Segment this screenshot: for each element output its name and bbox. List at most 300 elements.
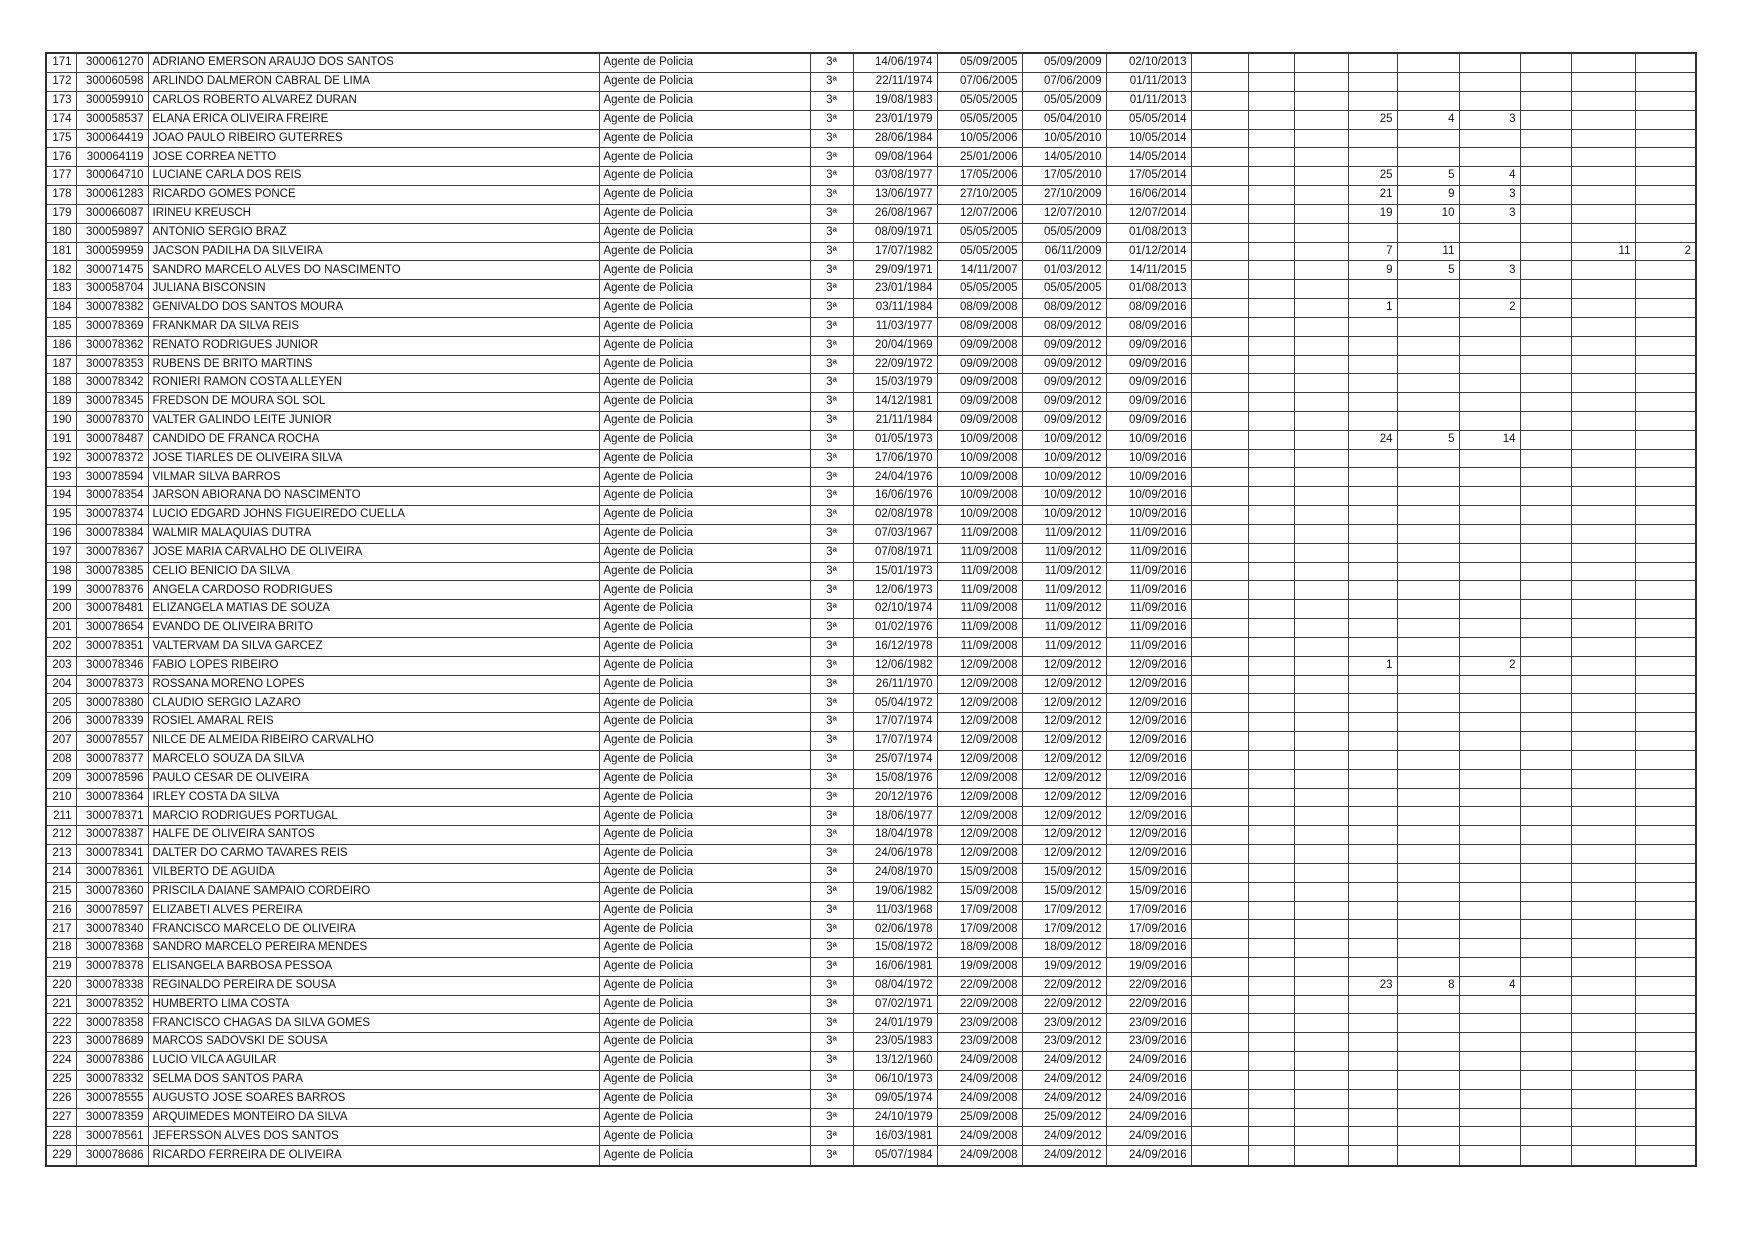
cell-position: Agente de Policia	[599, 299, 810, 318]
cell-extra-6	[1459, 901, 1520, 920]
cell-extra-9	[1635, 788, 1696, 807]
cell-date-2: 11/09/2008	[937, 562, 1022, 581]
cell-position: Agente de Policia	[599, 148, 810, 167]
cell-position: Agente de Policia	[599, 732, 810, 751]
cell-date-2: 05/05/2005	[937, 91, 1022, 110]
cell-extra-7	[1520, 1108, 1571, 1127]
cell-date-3: 05/05/2009	[1022, 91, 1106, 110]
cell-position: Agente de Policia	[599, 920, 810, 939]
cell-extra-4	[1348, 637, 1397, 656]
cell-id: 300078368	[76, 939, 148, 958]
cell-extra-7	[1520, 920, 1571, 939]
cell-extra-9	[1635, 411, 1696, 430]
cell-extra-8	[1571, 430, 1635, 449]
cell-name: VILBERTO DE AGUIDA	[148, 863, 599, 882]
cell-position: Agente de Policia	[599, 788, 810, 807]
cell-date-2: 08/09/2008	[937, 317, 1022, 336]
cell-date-4: 10/09/2016	[1106, 506, 1191, 525]
cell-date-4: 11/09/2016	[1106, 581, 1191, 600]
cell-extra-2	[1248, 53, 1294, 73]
cell-date-1: 17/07/1974	[853, 732, 937, 751]
cell-class: 3ª	[810, 468, 853, 487]
cell-date-3: 09/09/2012	[1022, 393, 1106, 412]
cell-extra-8	[1571, 299, 1635, 318]
cell-row-number: 217	[46, 920, 76, 939]
cell-name: ANTONIO SERGIO BRAZ	[148, 223, 599, 242]
cell-date-1: 25/07/1974	[853, 750, 937, 769]
cell-extra-4	[1348, 939, 1397, 958]
cell-extra-2	[1248, 750, 1294, 769]
cell-extra-1	[1191, 299, 1248, 318]
cell-extra-6	[1459, 619, 1520, 638]
cell-class: 3ª	[810, 411, 853, 430]
cell-extra-3	[1294, 562, 1348, 581]
cell-extra-5	[1397, 317, 1459, 336]
cell-row-number: 213	[46, 845, 76, 864]
cell-class: 3ª	[810, 1070, 853, 1089]
cell-class: 3ª	[810, 882, 853, 901]
cell-extra-4	[1348, 468, 1397, 487]
cell-extra-5	[1397, 1014, 1459, 1033]
cell-extra-4	[1348, 543, 1397, 562]
cell-position: Agente de Policia	[599, 882, 810, 901]
cell-extra-9	[1635, 562, 1696, 581]
cell-extra-3	[1294, 73, 1348, 92]
cell-extra-9	[1635, 713, 1696, 732]
cell-id: 300078385	[76, 562, 148, 581]
cell-date-4: 10/09/2016	[1106, 449, 1191, 468]
cell-extra-5	[1397, 939, 1459, 958]
cell-extra-8	[1571, 769, 1635, 788]
cell-class: 3ª	[810, 393, 853, 412]
cell-extra-5	[1397, 487, 1459, 506]
cell-extra-4	[1348, 53, 1397, 73]
cell-class: 3ª	[810, 1108, 853, 1127]
cell-extra-3	[1294, 506, 1348, 525]
cell-name: VILMAR SILVA BARROS	[148, 468, 599, 487]
cell-id: 300059959	[76, 242, 148, 261]
cell-date-4: 12/09/2016	[1106, 694, 1191, 713]
cell-class: 3ª	[810, 1127, 853, 1146]
cell-extra-8	[1571, 506, 1635, 525]
cell-extra-8	[1571, 336, 1635, 355]
cell-id: 300078382	[76, 299, 148, 318]
cell-position: Agente de Policia	[599, 73, 810, 92]
cell-extra-8	[1571, 204, 1635, 223]
cell-row-number: 204	[46, 675, 76, 694]
cell-date-1: 13/12/1960	[853, 1052, 937, 1071]
cell-class: 3ª	[810, 299, 853, 318]
cell-extra-9	[1635, 204, 1696, 223]
cell-date-1: 14/06/1974	[853, 53, 937, 73]
cell-row-number: 209	[46, 769, 76, 788]
cell-extra-5	[1397, 600, 1459, 619]
cell-extra-7	[1520, 53, 1571, 73]
cell-date-3: 23/09/2012	[1022, 1014, 1106, 1033]
cell-extra-1	[1191, 430, 1248, 449]
cell-extra-9	[1635, 110, 1696, 129]
cell-date-2: 25/01/2006	[937, 148, 1022, 167]
cell-class: 3ª	[810, 374, 853, 393]
cell-extra-1	[1191, 524, 1248, 543]
cell-date-1: 01/02/1976	[853, 619, 937, 638]
cell-name: ADRIANO EMERSON ARAUJO DOS SANTOS	[148, 53, 599, 73]
cell-extra-2	[1248, 995, 1294, 1014]
cell-extra-5: 4	[1397, 110, 1459, 129]
cell-date-1: 09/05/1974	[853, 1089, 937, 1108]
cell-extra-3	[1294, 449, 1348, 468]
cell-position: Agente de Policia	[599, 204, 810, 223]
cell-date-2: 27/10/2005	[937, 186, 1022, 205]
cell-id: 300078353	[76, 355, 148, 374]
cell-extra-6	[1459, 675, 1520, 694]
cell-date-4: 24/09/2016	[1106, 1108, 1191, 1127]
cell-date-2: 24/09/2008	[937, 1070, 1022, 1089]
cell-date-2: 22/09/2008	[937, 995, 1022, 1014]
cell-date-1: 29/09/1971	[853, 261, 937, 280]
cell-extra-9	[1635, 600, 1696, 619]
cell-row-number: 220	[46, 976, 76, 995]
cell-extra-3	[1294, 1014, 1348, 1033]
cell-extra-8	[1571, 788, 1635, 807]
cell-extra-1	[1191, 920, 1248, 939]
cell-extra-4	[1348, 1033, 1397, 1052]
cell-date-3: 09/09/2012	[1022, 355, 1106, 374]
table-row	[46, 261, 1696, 280]
cell-date-2: 11/09/2008	[937, 524, 1022, 543]
cell-extra-8	[1571, 91, 1635, 110]
cell-extra-8: 11	[1571, 242, 1635, 261]
cell-row-number: 224	[46, 1052, 76, 1071]
cell-extra-4	[1348, 1127, 1397, 1146]
cell-class: 3ª	[810, 543, 853, 562]
cell-class: 3ª	[810, 242, 853, 261]
cell-row-number: 175	[46, 129, 76, 148]
table-row	[46, 619, 1696, 638]
table-row	[46, 1146, 1696, 1166]
cell-extra-1	[1191, 242, 1248, 261]
table-row	[46, 637, 1696, 656]
cell-position: Agente de Policia	[599, 750, 810, 769]
cell-extra-3	[1294, 317, 1348, 336]
cell-extra-7	[1520, 694, 1571, 713]
table-row	[46, 958, 1696, 977]
cell-extra-1	[1191, 958, 1248, 977]
cell-date-3: 12/09/2012	[1022, 826, 1106, 845]
cell-extra-1	[1191, 1089, 1248, 1108]
cell-extra-2	[1248, 562, 1294, 581]
cell-name: WALMIR MALAQUIAS DUTRA	[148, 524, 599, 543]
cell-extra-8	[1571, 543, 1635, 562]
table-row	[46, 110, 1696, 129]
cell-extra-5	[1397, 129, 1459, 148]
cell-extra-3	[1294, 863, 1348, 882]
table-row	[46, 600, 1696, 619]
cell-date-3: 25/09/2012	[1022, 1108, 1106, 1127]
table-row	[46, 223, 1696, 242]
cell-extra-5	[1397, 619, 1459, 638]
cell-extra-2	[1248, 788, 1294, 807]
cell-extra-3	[1294, 148, 1348, 167]
cell-extra-8	[1571, 186, 1635, 205]
cell-extra-7	[1520, 242, 1571, 261]
cell-extra-8	[1571, 1127, 1635, 1146]
cell-extra-7	[1520, 637, 1571, 656]
cell-name: PRISCILA DAIANE SAMPAIO CORDEIRO	[148, 882, 599, 901]
table-row	[46, 769, 1696, 788]
cell-date-1: 15/01/1973	[853, 562, 937, 581]
cell-class: 3ª	[810, 336, 853, 355]
cell-date-2: 24/09/2008	[937, 1127, 1022, 1146]
cell-extra-6	[1459, 73, 1520, 92]
cell-class: 3ª	[810, 920, 853, 939]
cell-date-2: 11/09/2008	[937, 619, 1022, 638]
cell-extra-7	[1520, 581, 1571, 600]
cell-date-1: 17/07/1974	[853, 713, 937, 732]
cell-row-number: 219	[46, 958, 76, 977]
cell-position: Agente de Policia	[599, 656, 810, 675]
table-row	[46, 91, 1696, 110]
cell-extra-8	[1571, 411, 1635, 430]
cell-extra-8	[1571, 619, 1635, 638]
cell-date-2: 10/05/2006	[937, 129, 1022, 148]
cell-extra-8	[1571, 958, 1635, 977]
cell-row-number: 187	[46, 355, 76, 374]
cell-date-2: 12/09/2008	[937, 675, 1022, 694]
cell-extra-6	[1459, 317, 1520, 336]
cell-extra-9	[1635, 826, 1696, 845]
cell-extra-6	[1459, 1070, 1520, 1089]
cell-extra-7	[1520, 845, 1571, 864]
cell-name: ANGELA CARDOSO RODRIGUES	[148, 581, 599, 600]
cell-extra-9	[1635, 675, 1696, 694]
cell-id: 300078358	[76, 1014, 148, 1033]
cell-extra-9	[1635, 750, 1696, 769]
cell-date-4: 12/09/2016	[1106, 807, 1191, 826]
cell-name: ROSIEL AMARAL REIS	[148, 713, 599, 732]
cell-extra-3	[1294, 939, 1348, 958]
cell-id: 300064419	[76, 129, 148, 148]
cell-date-2: 12/09/2008	[937, 656, 1022, 675]
cell-class: 3ª	[810, 1146, 853, 1166]
cell-extra-3	[1294, 543, 1348, 562]
table-row	[46, 920, 1696, 939]
cell-position: Agente de Policia	[599, 637, 810, 656]
cell-date-2: 23/09/2008	[937, 1033, 1022, 1052]
cell-date-1: 24/08/1970	[853, 863, 937, 882]
cell-extra-8	[1571, 995, 1635, 1014]
cell-extra-9	[1635, 939, 1696, 958]
cell-extra-2	[1248, 186, 1294, 205]
cell-row-number: 227	[46, 1108, 76, 1127]
cell-date-1: 28/06/1984	[853, 129, 937, 148]
cell-extra-9	[1635, 148, 1696, 167]
cell-extra-3	[1294, 732, 1348, 751]
cell-extra-7	[1520, 129, 1571, 148]
cell-extra-6	[1459, 148, 1520, 167]
cell-date-4: 12/09/2016	[1106, 713, 1191, 732]
cell-id: 300078361	[76, 863, 148, 882]
cell-extra-6	[1459, 543, 1520, 562]
cell-date-3: 12/09/2012	[1022, 694, 1106, 713]
cell-date-4: 16/06/2014	[1106, 186, 1191, 205]
cell-date-1: 17/07/1982	[853, 242, 937, 261]
cell-date-1: 23/05/1983	[853, 1033, 937, 1052]
cell-extra-1	[1191, 807, 1248, 826]
cell-date-3: 11/09/2012	[1022, 562, 1106, 581]
cell-id: 300078338	[76, 976, 148, 995]
cell-name: FRANCISCO MARCELO DE OLIVEIRA	[148, 920, 599, 939]
cell-date-4: 17/09/2016	[1106, 920, 1191, 939]
cell-class: 3ª	[810, 901, 853, 920]
cell-date-3: 19/09/2012	[1022, 958, 1106, 977]
cell-date-3: 10/09/2012	[1022, 449, 1106, 468]
cell-date-3: 10/09/2012	[1022, 487, 1106, 506]
cell-extra-2	[1248, 769, 1294, 788]
cell-extra-5	[1397, 524, 1459, 543]
cell-extra-5	[1397, 223, 1459, 242]
cell-date-3: 22/09/2012	[1022, 995, 1106, 1014]
cell-extra-9	[1635, 995, 1696, 1014]
cell-date-4: 12/09/2016	[1106, 656, 1191, 675]
cell-name: FRANKMAR DA SILVA REIS	[148, 317, 599, 336]
cell-position: Agente de Policia	[599, 1146, 810, 1166]
cell-extra-8	[1571, 1052, 1635, 1071]
cell-id: 300078352	[76, 995, 148, 1014]
cell-extra-9	[1635, 506, 1696, 525]
cell-extra-9	[1635, 487, 1696, 506]
cell-date-4: 17/05/2014	[1106, 167, 1191, 186]
cell-date-2: 12/09/2008	[937, 807, 1022, 826]
cell-row-number: 178	[46, 186, 76, 205]
cell-extra-1	[1191, 148, 1248, 167]
cell-extra-3	[1294, 1089, 1348, 1108]
table-row	[46, 204, 1696, 223]
cell-extra-2	[1248, 148, 1294, 167]
cell-name: RUBENS DE BRITO MARTINS	[148, 355, 599, 374]
cell-extra-1	[1191, 976, 1248, 995]
cell-extra-7	[1520, 91, 1571, 110]
cell-date-4: 17/09/2016	[1106, 901, 1191, 920]
cell-date-3: 12/09/2012	[1022, 656, 1106, 675]
table-row	[46, 524, 1696, 543]
cell-extra-6	[1459, 1089, 1520, 1108]
cell-date-3: 08/09/2012	[1022, 317, 1106, 336]
cell-extra-5	[1397, 901, 1459, 920]
cell-extra-6	[1459, 581, 1520, 600]
cell-name: VALTERVAM DA SILVA GARCEZ	[148, 637, 599, 656]
cell-date-3: 24/09/2012	[1022, 1070, 1106, 1089]
cell-extra-3	[1294, 901, 1348, 920]
cell-extra-5	[1397, 826, 1459, 845]
cell-date-2: 17/05/2006	[937, 167, 1022, 186]
cell-extra-5	[1397, 411, 1459, 430]
cell-name: NILCE DE ALMEIDA RIBEIRO CARVALHO	[148, 732, 599, 751]
cell-extra-5	[1397, 73, 1459, 92]
cell-date-4: 14/05/2014	[1106, 148, 1191, 167]
cell-date-4: 09/09/2016	[1106, 336, 1191, 355]
cell-extra-6	[1459, 1052, 1520, 1071]
cell-extra-3	[1294, 1033, 1348, 1052]
cell-extra-7	[1520, 788, 1571, 807]
cell-extra-3	[1294, 619, 1348, 638]
cell-extra-7	[1520, 732, 1571, 751]
cell-extra-7	[1520, 355, 1571, 374]
cell-date-3: 06/11/2009	[1022, 242, 1106, 261]
cell-name: ELANA ERICA OLIVEIRA FREIRE	[148, 110, 599, 129]
cell-date-2: 11/09/2008	[937, 600, 1022, 619]
cell-name: CARLOS ROBERTO ALVAREZ DURAN	[148, 91, 599, 110]
cell-date-2: 12/09/2008	[937, 788, 1022, 807]
cell-extra-1	[1191, 656, 1248, 675]
cell-extra-6: 14	[1459, 430, 1520, 449]
cell-position: Agente de Policia	[599, 411, 810, 430]
table-row	[46, 468, 1696, 487]
cell-id: 300078364	[76, 788, 148, 807]
cell-date-2: 05/05/2005	[937, 242, 1022, 261]
cell-class: 3ª	[810, 1033, 853, 1052]
cell-extra-3	[1294, 53, 1348, 73]
cell-extra-5	[1397, 1127, 1459, 1146]
cell-extra-7	[1520, 675, 1571, 694]
cell-position: Agente de Policia	[599, 769, 810, 788]
cell-class: 3ª	[810, 958, 853, 977]
cell-extra-6	[1459, 750, 1520, 769]
cell-date-1: 18/04/1978	[853, 826, 937, 845]
cell-date-1: 02/10/1974	[853, 600, 937, 619]
cell-date-3: 11/09/2012	[1022, 524, 1106, 543]
cell-extra-3	[1294, 186, 1348, 205]
cell-date-1: 16/12/1978	[853, 637, 937, 656]
cell-id: 300078374	[76, 506, 148, 525]
cell-row-number: 182	[46, 261, 76, 280]
cell-id: 300078387	[76, 826, 148, 845]
cell-class: 3ª	[810, 750, 853, 769]
cell-extra-1	[1191, 901, 1248, 920]
cell-date-2: 22/09/2008	[937, 976, 1022, 995]
cell-row-number: 201	[46, 619, 76, 638]
cell-class: 3ª	[810, 845, 853, 864]
cell-position: Agente de Policia	[599, 807, 810, 826]
cell-class: 3ª	[810, 619, 853, 638]
cell-extra-7	[1520, 901, 1571, 920]
cell-extra-5	[1397, 393, 1459, 412]
cell-date-1: 02/06/1978	[853, 920, 937, 939]
cell-date-1: 07/02/1971	[853, 995, 937, 1014]
cell-date-2: 17/09/2008	[937, 901, 1022, 920]
cell-class: 3ª	[810, 355, 853, 374]
cell-row-number: 205	[46, 694, 76, 713]
cell-extra-4	[1348, 675, 1397, 694]
cell-class: 3ª	[810, 694, 853, 713]
table-row	[46, 901, 1696, 920]
cell-extra-5	[1397, 656, 1459, 675]
cell-date-4: 23/09/2016	[1106, 1014, 1191, 1033]
cell-date-1: 19/08/1983	[853, 91, 937, 110]
cell-extra-6	[1459, 393, 1520, 412]
cell-class: 3ª	[810, 53, 853, 73]
cell-extra-8	[1571, 393, 1635, 412]
cell-row-number: 199	[46, 581, 76, 600]
cell-extra-5	[1397, 299, 1459, 318]
cell-class: 3ª	[810, 524, 853, 543]
cell-extra-9	[1635, 223, 1696, 242]
cell-extra-9	[1635, 449, 1696, 468]
table-row	[46, 675, 1696, 694]
cell-class: 3ª	[810, 167, 853, 186]
cell-date-3: 17/05/2010	[1022, 167, 1106, 186]
cell-extra-7	[1520, 826, 1571, 845]
